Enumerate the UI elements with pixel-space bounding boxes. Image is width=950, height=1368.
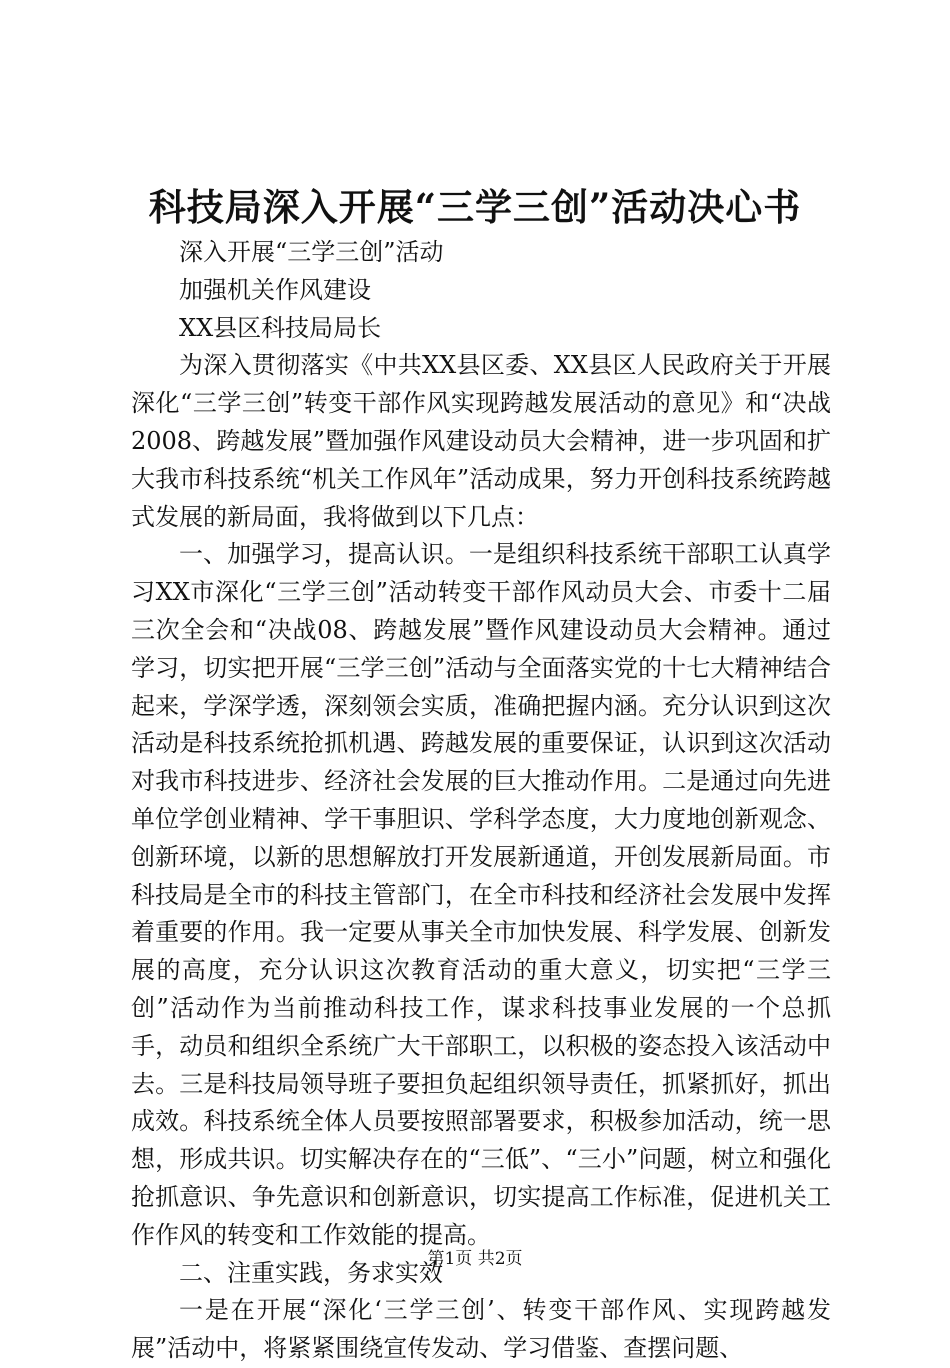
paragraph-section-one: 一、加强学习，提高认识。一是组织科技系统干部职工认真学习XX市深化“三学三创”活动转变干部作风动员大会、市委十二届三次全会和“决战08、跨越发展”暨作风建设动员大会精神。通过学习，切实把开展“三学三创”活动与全面落实党的十七大精神结合起来，学深学透，深刻领会实质，准确把握内涵。充分认识到这次活动是科技系统抢抓机遇、跨越发展的重要保证，认识到这次活动对我市科技进步、经济社会发展的巨大推动作用。二是通过向先进单位学创业精神、学干事胆识、学科学态度，大力度地创新观念、创新环境，以新的思想解放打开发展新通道，开创发展新局面。市科技局是全市的科技主管部门，在全市科技和经济社会发展中发挥着重要的作用。我一定要从事关全市加快发展、科学发展、创新发展的高度，充分认识这次教育活动的重大意义，切实把“三学三创”活动作为当前推动科技工作，谋求科技事业发展的一个总抓手，动员和组织全系统广大干部职工，以积极的姿态投入该活动中去。三是科技局领导班子要担负起组织领导责任，抓紧抓好，抓出成效。科技系统全体人员要按照部署要求，积极参加活动，统一思想，形成共识。切实解决存在的“三低”、“三小”问题，树立和强化抢抓意识、争先意识和创新意识，切实提高工作标准，促进机关工作作风的转变和工作效能的提高。 [131,540,831,1249]
subheading-style-building: 加强机关作风建设 [179,275,371,304]
section-two-heading: 二、注重实践，务求实效 [179,1258,443,1287]
subheading-author: XX县区科技局局长 [179,313,382,342]
paragraph-intro: 为深入贯彻落实《中共XX县区委、XX县区人民政府关于开展深化“三学三创”转变干部作风实现跨越发展活动的意见》和“决战2008、跨越发展”暨加强作风建设动员大会精神，进一步巩固和扩大我市科技系统“机关工作风年”活动成果，努力开创科技系统跨越式发展的新局面，我将做到以下几点： [131,351,831,531]
document-body [131,234,831,1368]
page-number: 第1页 共2页 [427,1249,523,1269]
paragraph-section-two: 一是在开展“深化‘三学三创’、转变干部作风、实现跨越发展”活动中，将紧紧围绕宣传发动、学习借鉴、查摆问题、 [131,1296,831,1363]
subheading-activity: 深入开展“三学三创”活动 [179,238,444,266]
document-title: 科技局深入开展“三学三创”活动决心书 [148,185,802,229]
